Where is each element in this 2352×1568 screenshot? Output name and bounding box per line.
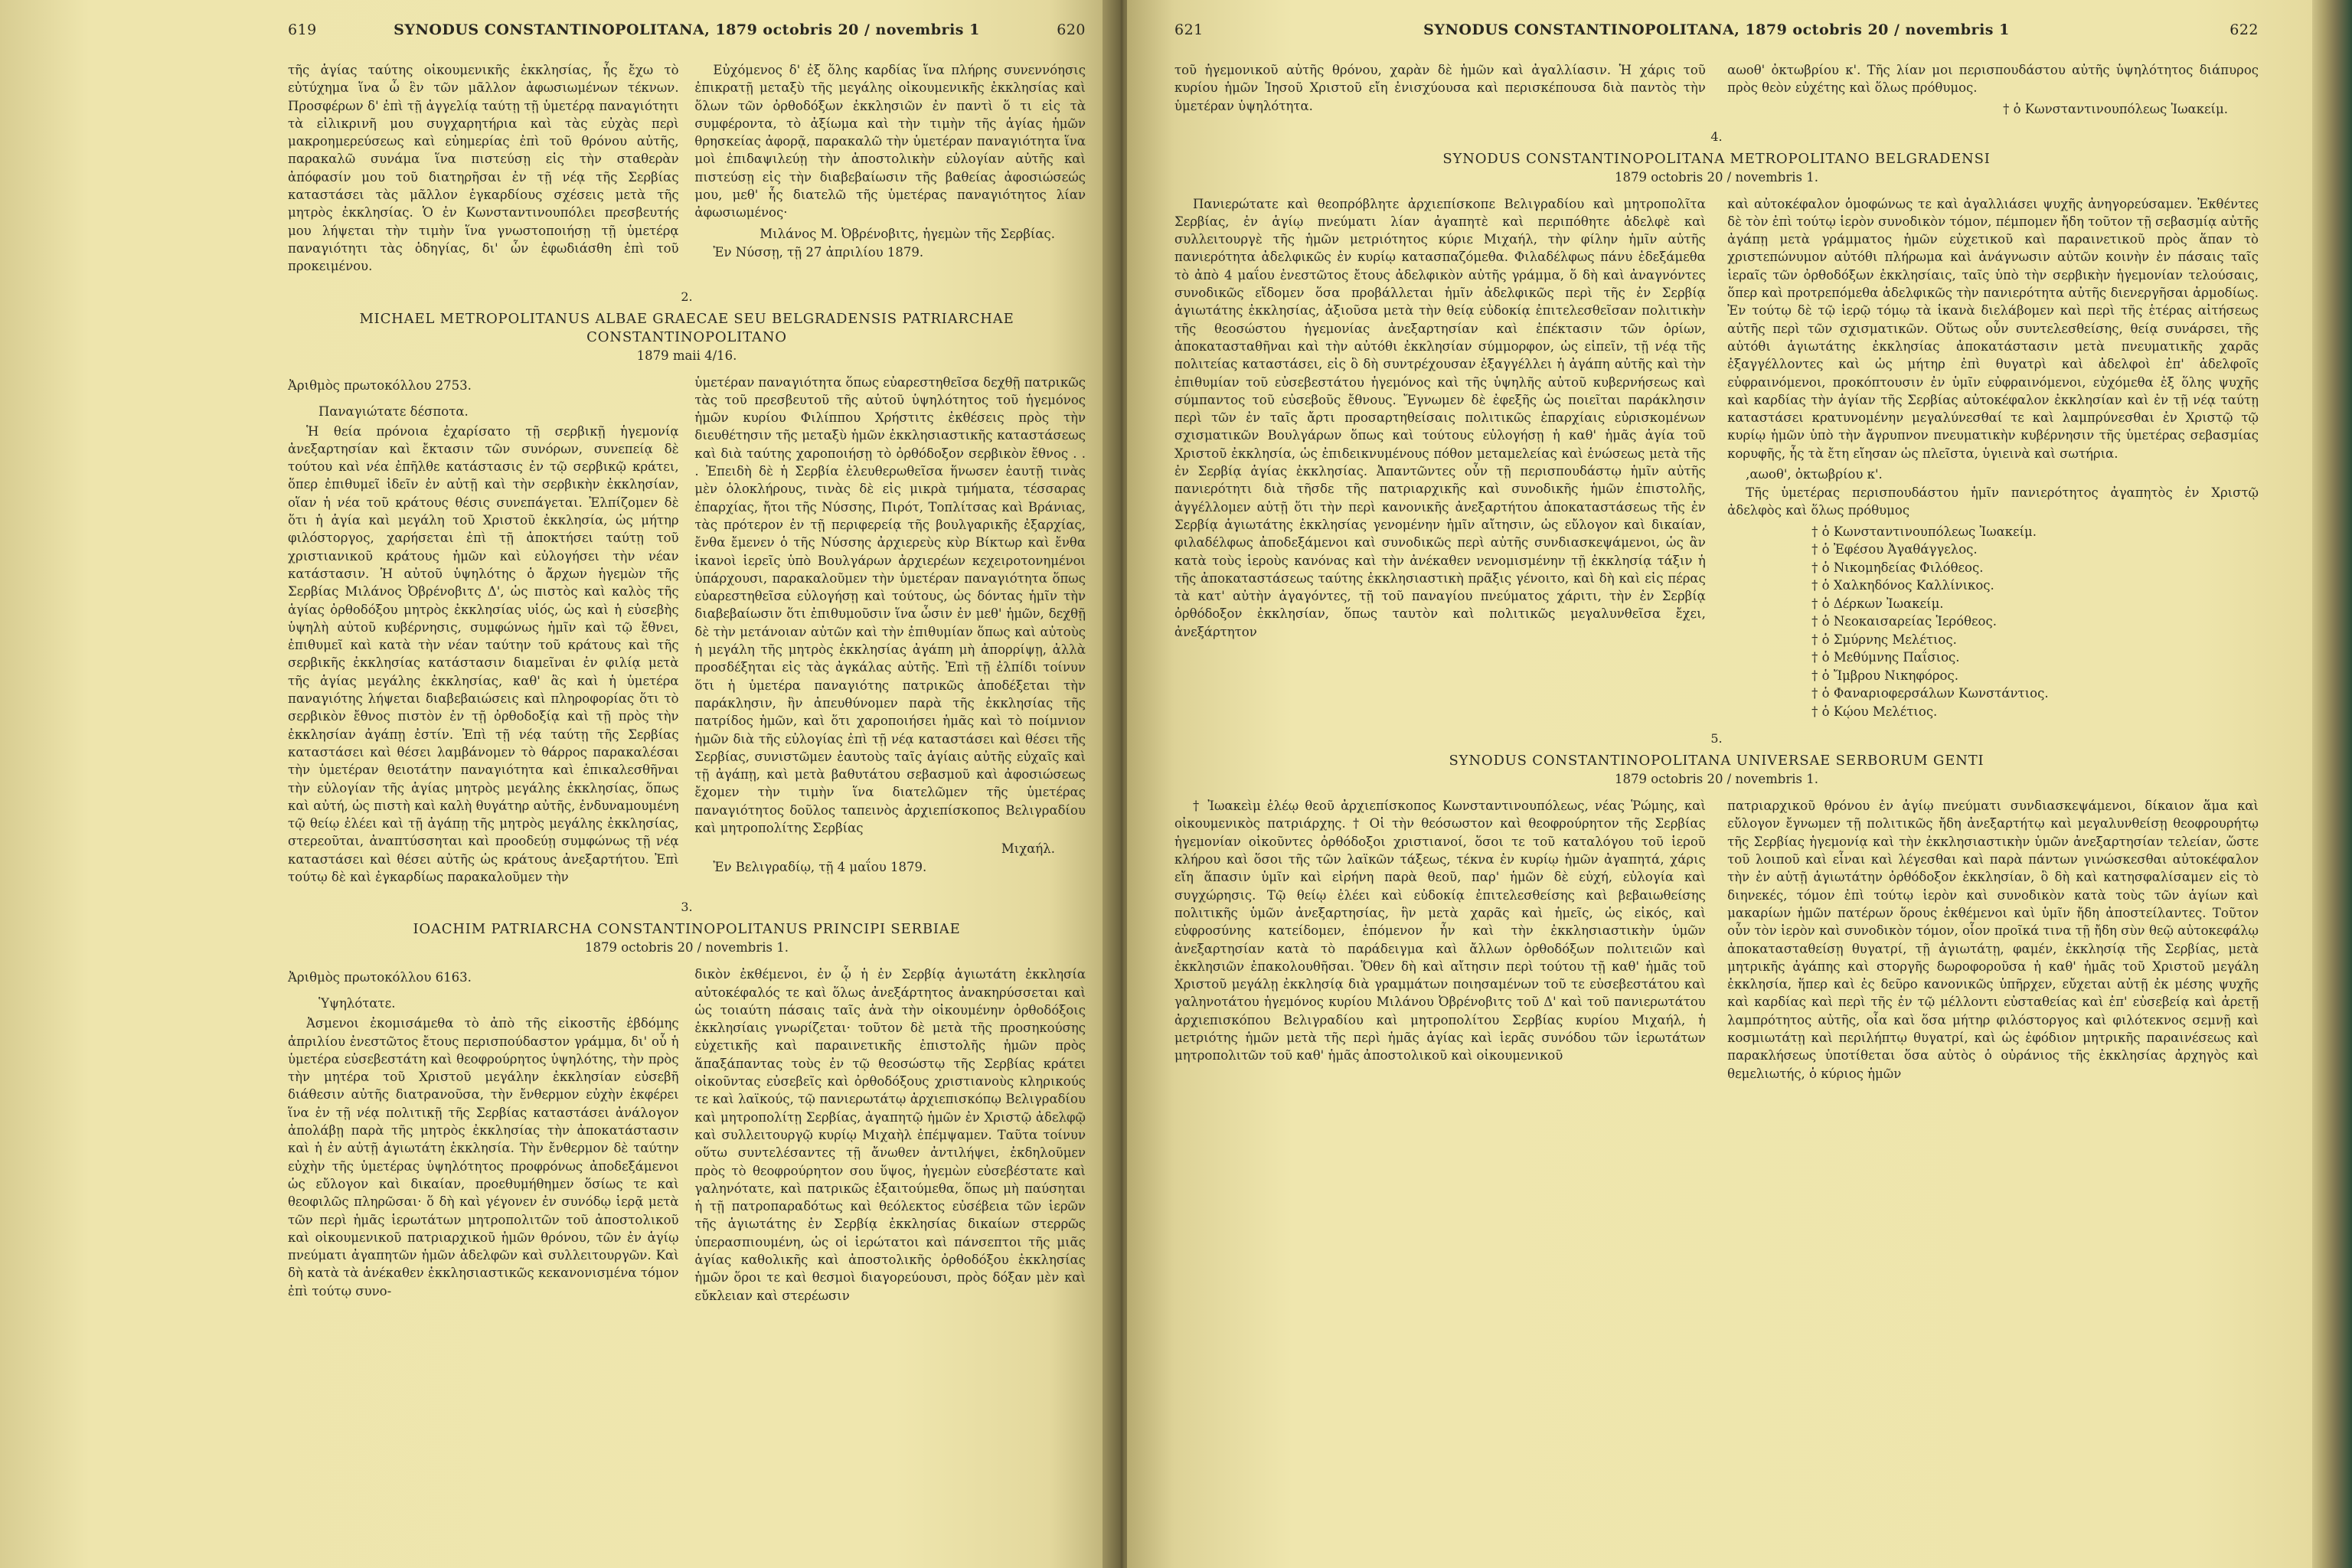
doc2-protocol: Ἀριθμὸς πρωτοκόλλου 2753. bbox=[288, 377, 472, 393]
doc3-date: 1879 octobris 20 / novembris 1. bbox=[585, 940, 789, 956]
running-head-title: SYNODUS CONSTANTINOPOLITANA, 1879 octobris 20 / novembris 1 bbox=[1423, 21, 2010, 38]
signature-line: † ὁ Κωνσταντινουπόλεως Ἰωακείμ. bbox=[1811, 524, 2037, 539]
page-number: 621 bbox=[1174, 21, 1204, 38]
left-page bbox=[0, 0, 1116, 1568]
doc4-date-line: ,αωοθ', ὀκτωβρίου κ'. bbox=[1746, 467, 1883, 482]
doc3-columns bbox=[288, 965, 1086, 1308]
doc3-end-text-col-a: τοῦ ἡγεμονικοῦ αὐτῆς θρόνου, χαρὰν δὲ ἡμῶν καὶ ἀγαλλίασιν. Ἡ χάρις τοῦ κυρίου ἡμῶν Ἰησοῦ Χριστοῦ εἴη ἐνισχύουσα καὶ περισκέπουσα διὰ παντὸς τὴν ὑμετέραν ὑψηλότητα. bbox=[1174, 63, 1706, 113]
doc1-date: Ἐν Νύσσῃ, τῇ 27 ἀπριλίου 1879. bbox=[713, 244, 924, 260]
doc3-salutation: Ὑψηλότατε. bbox=[318, 996, 396, 1011]
signature-line: † ὁ Ἴμβρου Νικηφόρος. bbox=[1811, 668, 1958, 683]
signature-line: † ὁ Χαλκηδόνος Καλλίνικος. bbox=[1811, 578, 1994, 593]
doc1-text-col-a: τῆς ἁγίας ταύτης οἰκουμενικῆς ἐκκλησίας, ἧς ἔχω τὸ εὐτύχημα ἵνα ὦ ἓν τῶν μᾶλλον ἀφωσιωμένων τέκνων. Προσφέρων δ' ἐπὶ τῇ ἀγγελίᾳ ταύτῃ τῇ ὑμετέρᾳ παναγιότητι τὰ εἰλικρινῆ μου συγχαρητήρια καὶ τὰς εὐχὰς περὶ μακροημερεύσεως καὶ εὐημερίας ἐπὶ τοῦ θρόνου αὐτῆς, παρακαλῶ συνάμα ἵνα πιστεύσῃ εἰς τὴν σταθερὰν ἀπόφασίν μου τοῦ διατηρῆσαι ἐν τῇ νέᾳ τῆς Σερβίας καταστάσει τὰς μᾶλλον ἐγκαρδίους σχέσεις μετὰ τῆς μητρὸς ἐκκλησίας. Ὁ ἐν Κωνσταντινουπόλει πρεσβευτής μου λήψεται τὴν τιμὴν ἵνα γνωστοποιήσῃ τῇ ὑμετέρᾳ παναγιότητι τὰς ὁδηγίας, δι' ὧν ἐφωδιάσθη ἐπὶ τοῦ προκειμένου. bbox=[288, 63, 679, 274]
doc4-number: 4. bbox=[1710, 129, 1723, 144]
right-page bbox=[1127, 0, 2312, 1568]
doc2-date: 1879 maii 4/16. bbox=[636, 348, 737, 363]
doc4-title: SYNODUS CONSTANTINOPOLITANA METROPOLITANO BELGRADENSI bbox=[1442, 150, 1991, 167]
signature-line: † ὁ Σμύρνης Μελέτιος. bbox=[1811, 632, 1957, 647]
page-number: 620 bbox=[1057, 21, 1086, 38]
page-number: 622 bbox=[2230, 21, 2259, 38]
signature-line: † ὁ Κῴου Μελέτιος. bbox=[1811, 704, 1938, 719]
doc5-number: 5. bbox=[1710, 731, 1723, 746]
doc2-number: 2. bbox=[681, 289, 693, 304]
doc2-columns bbox=[288, 374, 1086, 890]
doc4-text-col-b: καὶ αὐτοκέφαλον ὁμοφώνως τε καὶ ἀγαλλιάσει ψυχῆς ἀνηγορεύσαμεν. Ἐκθέντες δὲ τὸν ἐπὶ τούτῳ ἱερὸν συνοδικὸν τόμον, πέμπομεν ἤδη τοῦτον τῇ σεβασμίᾳ αὐτῆς ἀγάπῃ μετὰ γράμματος ἡμῶν εὐχετικοῦ καὶ παραινετικοῦ πρὸς ἅπαν τὸ χριστεπώνυμον αὐτόθι πλήρωμα καὶ ἀνάγνωσιν αὐτῶν κοινὴν ἐν πάσαις ταῖς ἱεραῖς τῶν ὀρθοδόξων ἐκκλησίαις, ταῖς ὑπὸ τὴν σερβικὴν ἡγεμονίαν τελούσαις, ὅπερ καὶ προτρεπόμεθα ἀδελφικῶς τὴν πανιερότητα αὐτῆς διενεργῆσαι ἀρμοδίως. Ἐν τούτῳ δὲ τῷ ἱερῷ τόμῳ τὰ ἱκανὰ διελάβομεν καὶ περὶ τῆς ἑτέρας αἰτήσεως αὐτῆς περὶ τῶν σχισματικῶν. Οὕτως οὖν συντελεσθείσης, θείᾳ συνάρσει, τῆς αὐτόθι ἁγιωτάτης ἐκκλησίας ἀποκατάστασιν μετὰ πνευματικῆς χαρᾶς ἐξαγγέλλοντες καὶ ὡς μήτηρ ἐπὶ θυγατρὶ καὶ ἀδελφοὶ ἐπ' ἀδελφοῖς εὐφραινόμενοι, προκόπτουσιν ἐν ὑμῖν εὐφραινόμενοι, εὐχόμεθα ἐξ ὅλης ψυχῆς καὶ καρδίας τὴν ἁγίαν τῆς Σερβίας αὐτοκέφαλον ἐκκλησίαν καὶ ἐν τῇ νέᾳ ταύτῃ καταστάσει κρατυνομένην μεγαλύνεσθαί τε καὶ λαμπρύνεσθαι ἐν Χριστῷ τῷ κυρίῳ ἡμῶν ὑπὸ τὴν ἄγρυπνον πνευματικὴν κυβέρνησιν τῆς ὑμετέρας σεβασμίας κορυφῆς, ἧς τὰ ἔτη εἴησαν ὡς πλεῖστα, ὑγιεινὰ καὶ σωτήρια. bbox=[1727, 196, 2259, 461]
book-edge bbox=[2312, 0, 2352, 1568]
signature-line: † ὁ Νεοκαισαρείας Ἱερόθεος. bbox=[1811, 614, 1997, 629]
signature-line: † ὁ Μεθύμνης Παΐσιος. bbox=[1811, 650, 1960, 665]
running-head bbox=[1174, 21, 2259, 44]
doc5-title: SYNODUS CONSTANTINOPOLITANA UNIVERSAE SERBORUM GENTI bbox=[1449, 753, 1984, 769]
doc2-text-col-b: ὑμετέραν παναγιότητα ὅπως εὐαρεστηθεῖσα δεχθῇ πατρικῶς τὰς τοῦ πρεσβευτοῦ τῆς αὐτοῦ ὑψηλότητος τοῦ ἡγεμόνος ἡμῶν κυρίου Φιλίππου Χρήστιτς ἐκθέσεις πρὸς τὴν διευθέτησιν τῆς μεταξὺ ἡμῶν ἐκκλησιαστικῆς καταστάσεως καὶ διὰ ταύτης χαροποιήσῃ τὸ ὀρθόδοξον σερβικὸν ἔθνος . . . Ἐπειδὴ δὲ ἡ Σερβία ἐλευθερωθεῖσα ἥνωσεν ἑαυτῇ τινὰς μὲν ὁλοκλήρους, τινὰς δὲ εἰς μικρὰ τμήματα, τέσσαρας ἐπαρχίας, ἤτοι τῆς Νύσσης, Πιρότ, Τοπλίτσας καὶ Βράνιας, τὰς πρότερον ἐν τῇ περιφερείᾳ τῆς βουλγαρικῆς ἐξαρχίας, ἔνθα ἔμενεν ὁ τῆς Νύσσης ἀρχιερεὺς κὺρ Βίκτωρ καὶ ἔνθα ἱκανοὶ ἱερεῖς ὑπὸ Βουλγάρων ἀρχιερέων κεχειροτονημένοι ὑπάρχουσι, παρακαλοῦμεν τὴν ὑμετέραν παναγιότητα ὅπως εὐαρεστηθεῖσα εὐλογήσῃ καὶ τούτους, ὡς δόντας ἡμῖν τὴν διαβεβαίωσιν ὅτι ἐπιθυμοῦσιν ἵνα ὦσιν ἐν μεθ' ἡμῶν, δεχθῇ δὲ τὴν μετάνοιαν αὐτῶν καὶ τὴν ἐπιθυμίαν ὅπως καὶ αὐτοὺς ἡ μεγάλη τῆς μητρὸς ἐκκλησίας ἀγάπη μὴ ἀπορρίψῃ, ἀλλὰ προσδέξηται εἰς τὰς ἀγκάλας αὐτῆς. Ἐπὶ τῇ ἐλπίδι τοίνυν ὅτι ἡ ὑμετέρα παναγιότης πατρικῶς ἀποδέξεται τὴν παράκλησιν, ἣν ἀπευθύνομεν παρὰ τῆς ἐκκλησίας τῆς πατρίδος ἡμῶν, καὶ ὅτι χαροποιήσει ἡμᾶς καὶ τὸ ποίμνιον ἡμῶν διὰ τῆς εὐλογίας ἐπὶ τῇ νέᾳ καταστάσει καὶ θέσει τῆς Σερβίας, συνιστῶμεν ἑαυτοὺς ταῖς ἁγίαις αὐτῆς εὐχαῖς καὶ τῇ ἀγάπῃ, καὶ μετὰ βαθυτάτου σεβασμοῦ καὶ ἀφοσιώσεως ἔχομεν τὴν τιμὴν ἵνα διατελῶμεν τῆς ὑμετέρας παναγιότητος δοῦλος ταπεινὸς ἀρχιεπίσκοπος Βελιγραδίου καὶ μητροπολίτης Σερβίας bbox=[694, 374, 1086, 835]
signature-line: † ὁ Νικομηδείας Φιλόθεος. bbox=[1811, 560, 1984, 575]
doc1-text-col-b: Εὐχόμενος δ' ἐξ ὅλης καρδίας ἵνα πλήρης συνεννόησις ἐπικρατῇ μεταξὺ τῆς μεγάλης οἰκουμενικῆς ἐκκλησίας καὶ ὅλων τῶν ὀρθοδόξων ἐκκλησιῶν ἐν παντὶ ὅ τι εἰς τὰ συμφέροντα, τὸ ἀξίωμα καὶ τὴν τιμὴν τῆς ἁγίας ἡμῶν θρησκείας ἀφορᾷ, παρακαλῶ τὴν ὑμετέραν παναγιότητα ἵνα μοὶ ἐπιδαψιλεύῃ τὴν ἀποστολικὴν εὐλογίαν αὐτῆς καὶ πιστεύσῃ εἰς τὴν διαβεβαίωσιν τῆς βαθείας ἀφοσιώσεώς μου, μεθ' ἧς διατελῶ τῆς ὑμετέρας παναγιότητος λίαν ἀφωσιωμένος· bbox=[694, 63, 1086, 220]
doc4-text-col-a: Πανιερώτατε καὶ θεοπρόβλητε ἀρχιεπίσκοπε Βελιγραδίου καὶ μητροπολῖτα Σερβίας, ἐν ἁγίῳ πνεύματι λίαν ἀγαπητὲ καὶ περιπόθητε ἀδελφὲ καὶ συλλειτουργὲ τῆς ἡμῶν μετριότητος κύριε Μιχαήλ, τὴν φίλην ἡμῖν αὐτῆς πανιερότητα ἀδελφικῶς ἐν κυρίῳ κατασπαζόμεθα. Φιλαδέλφως πάνυ ἐδεξάμεθα τὸ ἀπὸ 4 μαΐου ἐνεστῶτος ἔτους ἀδελφικὸν αὐτῆς γράμμα, ὅ δὴ καὶ ἀναγνόντες συνοδικῶς εἴδομεν ὅσα προβάλλεται ἡμῖν ἀδελφικῶς περὶ τῆς ἐν Σερβίᾳ ἁγιωτάτης ἐκκλησίας, ἀξιοῦσα μετὰ τὴν θείᾳ εὐδοκίᾳ ἐπιτελεσθεῖσαν πολιτικὴν τῆς θεοσώστου ἡγεμονίας ἀνεξαρτησίαν καὶ ἐπέκτασιν τῶν ὁρίων, ἀποκατασταθῆναι καὶ τὴν αὐτόθι ἐκκλησίαν σύμμορφον, ὡς εἰπεῖν, τῇ νέᾳ τῆς πολιτείας καταστάσει, εἰς ὃ δὴ συντρέχουσαν ἐξαγγέλλει ἡ ἀγάπη αὐτῆς καὶ τὴν ἐπιθυμίαν τοῦ εὐσεβεστάτου ἡγεμόνος καὶ τῆς ὑψηλῆς αὐτοῦ κυβερνήσεως καὶ σύμπαντος τοῦ εὐσεβοῦς ἔθνους. Ἔγνωμεν δὲ ἐφεξῆς ὡς ποιεῖται παράκλησιν περὶ τῶν ἐν ταῖς ἄρτι προσαρτηθείσαις πολιτικῶς ἐπαρχίαις εὑρισκομένων σχισματικῶν Βουλγάρων ὅπως καὶ τούτους εὐλογήσῃ ἡ καθ' ἡμᾶς ἁγία τοῦ Χριστοῦ ἐκκλησία, ὡς ἐπιδεικνυμένους πόθον μεταμελείας καὶ ἑνώσεως μετὰ τῆς ἐν Σερβίᾳ ἁγίας ἐκκλησίας. Ἀπαντῶντες οὖν τῇ περισπουδάστῳ ἡμῖν αὐτῆς πανιερότητι διὰ τῆσδε τῆς πατριαρχικῆς καὶ συνοδικῆς ἡμῶν ἐπιστολῆς, ἀγγέλλομεν αὐτῇ ὅτι τὴν περὶ κανονικῆς ἀνεξαρτήτου ἀποκαταστάσεως τῆς ἐν Σερβίᾳ ἁγιωτάτης ἐκκλησίας γενομένην ἡμῖν αἴτησιν, ὡς εὔλογον καὶ δικαίαν, φιλαδέλφως ἀποδεξάμενοι καὶ συνοδικῶς περὶ αὐτῆς συνδιασκεψάμενοι, ὡς ἂν κατὰ τοὺς ἱεροὺς κανόνας καὶ τὴν ἀνέκαθεν νενομισμένην τῇ ἐκκλησίᾳ τάξιν ἡ τῆς ἀποκαταστάσεως ταύτης ἐκκλησιαστικὴ πρᾶξις γένοιτο, καὶ δὴ καὶ εἰς πέρας τὰ κατ' αὐτὴν ἀγαγόντες, τῇ τοῦ παναγίου πνεύματος χάριτι, τὴν ἐν Σερβίᾳ ὀρθόδοξον ἐκκλησίαν, ὅπως ταυτὸν καὶ πολιτικῶς μεγαλυνθεῖσα ἔχει, ἀνεξάρτητον bbox=[1174, 196, 1706, 639]
doc2-signer: Μιχαήλ. bbox=[1001, 841, 1055, 857]
doc4-columns bbox=[1174, 195, 2259, 721]
doc3-title: IOACHIM PATRIARCHA CONSTANTINOPOLITANUS PRINCIPI SERBIAE bbox=[413, 921, 961, 938]
signature-line: † ὁ Δέρκων Ἰωακείμ. bbox=[1811, 596, 1944, 611]
doc3-end-columns bbox=[1174, 61, 2259, 119]
doc4-signature-list bbox=[1727, 523, 2259, 721]
doc2-title: MICHAEL METROPOLITANUS ALBAE GRAECAE SEU BELGRADENSIS PATRIARCHAE CONSTANTINOPOLITANO bbox=[359, 310, 1014, 345]
doc5-text-col-b: πατριαρχικοῦ θρόνου ἐν ἁγίῳ πνεύματι συνδιασκεψάμενοι, δίκαιον ἅμα καὶ εὔλογον ἔγνωμεν τῇ πολιτικῶς ἤδη ἀνεξαρτήτῳ καὶ μεγαλυνθείσῃ θεοφρουρήτῳ τῆς Σερβίας ἡγεμονίᾳ καὶ τὴν ἐκκλησιαστικὴν ὑμῶν ἀνεξαρτησίαν τελείαν, ὥστε τοῦ λοιποῦ καὶ εἶναι καὶ λέγεσθαι καὶ παρὰ πάντων γινώσκεσθαι αὐτοκέφαλον τὴν ἐν αὐτῇ ἁγιωτάτην ὀρθόδοξον ἐκκλησίαν, ὃ δὴ καὶ κατησφαλίσαμεν εἰς τὸ διηνεκές, τόμον ἐπὶ τούτῳ ἱερὸν καὶ συνοδικὸν κατὰ τοὺς τῶν ἁγίων καὶ μακαρίων ἡμῶν πατέρων ὅρους ἐκθέμενοι καὶ ὑμῖν ἤδη ἀποστείλαντες. Τοῦτον οὖν τὸν ἱερὸν καὶ συνοδικὸν τόμον, οἷον προῖκά τινα τῇ ἤδη σὺν θεῷ αὐτοκεφάλῳ ἀποκατασταθείσῃ θυγατρί, τῇ ἁγιωτάτῃ, φαμέν, ἐκκλησίᾳ τῆς Σερβίας, μετὰ μητρικῆς ἀγάπης καὶ στοργῆς δωροφοροῦσα ἡ καθ' ἡμᾶς τοῦ Χριστοῦ μεγάλη ἐκκλησία, ἥπερ καὶ ἐς δεῦρο κανονικῶς ὑπῆρχεν, εὔχεται αὐτῇ ἐκ μέσης ψυχῆς καὶ καρδίας καὶ περὶ τῆς ἐν τῷ μέλλοντι εὐσταθείας καὶ ἐπ' εὐσεβείᾳ καὶ ἀρετῇ λαμπρότητος αὐτῆς, οἷα καὶ ὅσα μήτηρ φιλόστοργος καὶ φιλότεκνος σεμνῇ καὶ κοσμιωτάτῃ καὶ περιλήπτῳ θυγατρί, καὶ ὡς ἐφόδιον μητρικῆς παραινέσεως καὶ παρακλήσεως ὑποτίθεται ὅσα αὐτὸς ὁ οὐράνιος τῆς ἐκκλησίας ἀρχηγὸς καὶ θεμελιωτής, ὁ κύριος ἡμῶν bbox=[1727, 799, 2259, 1081]
doc3-text-col-b: δικὸν ἐκθέμενοι, ἐν ᾧ ἡ ἐν Σερβίᾳ ἁγιωτάτη ἐκκλησία αὐτοκέφαλός τε καὶ ὅλως ἀνεξάρτητος ἀνακηρύσσεται καὶ ὡς τοιαύτη πάσαις ταῖς ἀνὰ τὴν οἰκουμένην ὀρθοδόξοις ἐκκλησίαις γνωρίζεται· τοῦτον δὲ μετὰ τῆς προσηκούσης εὐχετικῆς καὶ παραινετικῆς ἐπιστολῆς ἡμῶν πρὸς ἅπαξάπαντας τοὺς ἐν τῷ θεοσώστῳ τῆς Σερβίας κράτει οἰκοῦντας εὐσεβεῖς καὶ ὀρθοδόξους χριστιανοὺς κληρικούς τε καὶ λαϊκούς, τῷ πανιερωτάτῳ ἀρχιεπισκόπῳ Βελιγραδίου καὶ μητροπολίτῃ Σερβίας, ἀγαπητῷ ἡμῶν ἐν Χριστῷ ἀδελφῷ καὶ συλλειτουργῷ κυρίῳ Μιχαὴλ ἐπέμψαμεν. Ταῦτα τοίνυν οὕτω συντελέσαντες τῇ ἄνωθεν ἀντιλήψει, ἐκδηλοῦμεν πρὸς τὸ θεοφρούρητον σου ὕψος, ἡγεμὼν εὐσεβέστατε καὶ γαληνότατε, καὶ πατρικῶς ἐξαιτούμεθα, ὅπως μὴ παύσηται ἡ τῇ πατροπαραδότως καὶ θεόλεκτος εὐσέβεια τῶν ἱερῶν τῆς ἁγιωτάτης ἐν Σερβίᾳ ἐκκλησίας δικαίων στερρῶς ὑπερασπιουμένη, ὡς οἱ ἱερώτατοι καὶ πάνσεπτοι τῆς μιᾶς ἁγίας καθολικῆς καὶ ἀποστολικῆς ὀρθοδόξου ἐκκλησίας ἡμῶν ὅροι τε καὶ θεσμοὶ διαγορεύουσι, πρὸς δόξαν μὲν καὶ εὔκλειαν καὶ στερέωσιν bbox=[694, 967, 1086, 1303]
running-head bbox=[288, 21, 1086, 44]
doc3-end-text-col-b: αωοθ' ὀκτωβρίου κ'. Τῆς λίαν μοι περισπουδάστου αὐτῆς ὑψηλότητος διάπυρος πρὸς θεὸν εὐχέτης καὶ ὅλως πρόθυμος. bbox=[1727, 63, 2259, 96]
doc3-number: 3. bbox=[681, 900, 693, 915]
doc5-date: 1879 octobris 20 / novembris 1. bbox=[1615, 772, 1818, 787]
doc4-closing: Τῆς ὑμετέρας περισπουδάστου ἡμῖν πανιερότητος ἀγαπητὸς ἐν Χριστῷ ἀδελφὸς καὶ ὅλως πρόθυμος bbox=[1727, 485, 2259, 518]
signature-line: † ὁ Φαναριοφερσάλων Κωνστάντιος. bbox=[1811, 686, 2049, 701]
doc3-text-col-a: Ἀσμενοι ἐκομισάμεθα τὸ ἀπὸ τῆς εἰκοστῆς ἑβδόμης ἀπριλίου ἐνεστῶτος ἔτους περισπούδαστον γράμμα, δι' οὗ ἡ ὑμετέρα εὐσεβεστάτη καὶ θεοφρούρητος ὑψηλότης, τὴν πρὸς τὴν μητέρα τοῦ Χριστοῦ μεγάλην ἐκκλησίαν εὐσεβῆ διάθεσιν αὐτῆς διατρανοῦσα, τὴν ἔνθερμον εὐχὴν ἐκφέρει ἵνα ἐν τῇ νέᾳ πολιτικῇ τῆς Σερβίας καταστάσει ἀνάλογον ἀπολάβῃ παρὰ τῆς μητρὸς ἐκκλησίας τὴν ἀποκατάστασιν καὶ ἡ ἐν αὐτῇ ἁγιωτάτη ἐκκλησία. Τὴν ἔνθερμον δὲ ταύτην εὐχὴν τῆς ὑμετέρας ὑψηλότητος προφρόνως ἀποδεξάμενοι ὡς εὔλογον καὶ δικαίαν, προεθυμήθημεν ὅσίως τε καὶ θεοφιλῶς πληρῶσαι· ὅ δὴ καὶ γέγονεν ἐν συνόδῳ ἱερᾷ μετὰ τῶν περὶ ἡμᾶς ἱερωτάτων μητροπολιτῶν τοῦ ἀποστολικοῦ καὶ οἰκουμενικοῦ πατριαρχικοῦ ἡμῶν θρόνου, τῶν ἐν ἁγίῳ πνεύματι ἀγαπητῶν ἡμῶν ἀδελφῶν καὶ συλλειτουργῶν. Καὶ δὴ κατὰ τὰ ἀνέκαθεν ἐκκλησιαστικῶς κεκανονισμένα τόμον ἐπὶ τούτῳ συνο- bbox=[288, 1016, 679, 1298]
doc1-columns bbox=[288, 61, 1086, 279]
doc5-text-col-a: † Ἰωακεὶμ ἐλέῳ θεοῦ ἀρχιεπίσκοπος Κωνσταντινουπόλεως, νέας Ῥώμης, καὶ οἰκουμενικὸς πατριάρχης. † Οἱ τὴν θεόσωστον καὶ θεοφρούρητον τῆς Σερβίας ἡγεμονίαν οἰκοῦντες ὀρθόδοξοι χριστιανοί, ὅσοι τε τοῦ καταλόγου τοῦ ἱεροῦ κλήρου καὶ ὅσοι τῆς τῶν λαϊκῶν τάξεως, τέκνα ἐν κυρίῳ ἡμῶν ἀγαπητά, χάρις εἴη ἅπασιν ὑμῖν καὶ εἰρήνη παρὰ θεοῦ, παρ' ἡμῶν δὲ εὐχή, εὐλογία καὶ συγχώρησις. Τῷ θείῳ ἐλέει καὶ εὐδοκίᾳ ἐπιτελεσθείσης καὶ βεβαιωθείσης πολιτικῆς ὑμῶν ἀνεξαρτησίας, ἣν μετὰ χαρᾶς καὶ ἡμεῖς, ὡς εἰκός, καὶ εὐφροσύνης κατείδομεν, ἐπόμενον ἦν καὶ τὴν ἐκκλησιαστικὴν ὑμῶν ἀνεξαρτησίαν κατὰ τὸ παράδειγμα καὶ ἄλλων ὀρθοδόξων πολιτειῶν καὶ ἐκκλησιῶν ἐπακολουθῆσαι. Ὅθεν δὴ καὶ αἴτησιν περὶ τούτου τῇ καθ' ἡμᾶς τοῦ Χριστοῦ μεγάλῃ ἐκκλησίᾳ διὰ γραμμάτων ποιησαμένων τοῦ τε εὐσεβεστάτου καὶ γαληνοτάτου ἡγεμόνος κυρίου Μιλάνου Ὀβρένοβιτς τοῦ Δ' καὶ τοῦ πανιερωτάτου ἀρχιεπισκόπου Βελιγραδίου καὶ μητροπολίτου Σερβίας κυρίου Μιχαήλ, ἡ μετριότης ἡμῶν μετὰ τῆς περὶ ἡμᾶς ἁγίας καὶ ἱερᾶς συνόδου τῶν ἱερωτάτων μητροπολιτῶν τοῦ καθ' ἡμᾶς ἀποστολικοῦ καὶ οἰκουμενικοῦ bbox=[1174, 799, 1706, 1063]
signature-line: † ὁ Ἐφέσου Ἀγαθάγγελος. bbox=[1811, 542, 1978, 557]
doc3-protocol: Ἀριθμὸς πρωτοκόλλου 6163. bbox=[288, 970, 472, 985]
doc5-columns bbox=[1174, 797, 2259, 1086]
page-number: 619 bbox=[288, 21, 317, 38]
doc2-place-date: Ἐν Βελιγραδίῳ, τῇ 4 μαΐου 1879. bbox=[713, 860, 927, 875]
doc3-signer: † ὁ Κωνσταντινουπόλεως Ἰωακείμ. bbox=[2003, 101, 2228, 116]
doc1-signer: Μιλάνος Μ. Ὀβρένοβιτς, ἡγεμὼν τῆς Σερβίας. bbox=[760, 226, 1055, 241]
doc2-salutation: Παναγιώτατε δέσποτα. bbox=[318, 403, 469, 419]
doc4-date: 1879 octobris 20 / novembris 1. bbox=[1615, 169, 1818, 185]
running-head-title: SYNODUS CONSTANTINOPOLITANA, 1879 octobris 20 / novembris 1 bbox=[394, 21, 980, 38]
doc2-text-col-a: Ἡ θεία πρόνοια ἐχαρίσατο τῇ σερβικῇ ἡγεμονίᾳ ἀνεξαρτησίαν καὶ ἔκτασιν τῶν συνόρων, συνεπείᾳ δὲ τούτου καὶ νέα ἐπῆλθε κατάστασις ἐν τῷ σερβικῷ κράτει, ὅπερ ἐπιθυμεῖ ἰδεῖν ἐν αὐτῇ καὶ τὴν σερβικὴν ἐκκλησίαν, οἵαν ἡ νέα τοῦ κράτους θέσις συνεπάγεται. Ἐλπίζομεν δὲ ὅτι ἡ ἁγία καὶ μεγάλη τοῦ Χριστοῦ ἐκκλησία, ὡς μήτηρ φιλόστοργος, χαρήσεται ἐπὶ τῇ ἀποκτήσει ταύτῃ τοῦ χριστιανικοῦ κράτους ἡμῶν καὶ εὐλογήσει τὴν νέαν κατάστασιν. Ἡ αὐτοῦ ὑψηλότης ὁ ἄρχων ἡγεμὼν τῆς Σερβίας Μιλάνος Ὀβρένοβιτς Δ', ὡς πιστὸς καὶ καλὸς τῆς ἁγίας ὀρθοδόξου μητρὸς ἐκκλησίας υἱός, ὡς καὶ ἡ εὐσεβὴς ὑψηλὴ αὐτοῦ κυβέρνησις, συμφώνως ἡμῖν καὶ τῷ ἔθνει, ἐπιθυμεῖ καὶ κατὰ τὴν νέαν ταύτην τοῦ κράτους καὶ τῆς σερβικῆς ἐκκλησίας κατάστασιν διαμεῖναι ἐν φιλίᾳ μετὰ τῆς ἁγίας μεγάλης ἐκκλησίας, καθ' ἃς καὶ ἡ ὑμετέρα παναγιότης λήψεται διαβεβαιώσεις καὶ πληροφορίας ὅτι τὸ σερβικὸν ἔθνος πιστὸν ἐν τῇ ὀρθοδοξίᾳ καὶ τῇ πρὸς τὴν ἐκκλησίαν ἀγάπῃ ἐστίν. Ἐπὶ τῇ νέᾳ ταύτῃ τῆς Σερβίας καταστάσει καὶ θέσει λαμβάνομεν τὸ θάρρος παρακαλέσαι τὴν ὑμετέραν θειοτάτην παναγιότητα καὶ ἐπικαλεσθῆναι τὴν εὐλογίαν τῆς ἁγίας μητρὸς μεγάλης ἐκκλησίας, ὅπως καὶ αὐτή, ὡς πιστὴ καὶ καλὴ θυγάτηρ αὐτῆς, ἐνδυναμουμένη τῷ θείῳ ἐλέει καὶ τῇ ἀγάπῃ τῆς μητρὸς μεγάλης ἐκκλησίας, στερεοῦται, ἀναπτύσσηται καὶ προοδεύῃ συμφώνως τῇ νέᾳ καταστάσει καὶ θέσει αὐτῆς ὡς κράτους ἀνεξαρτήτου. Ἐπὶ τούτῳ δὲ καὶ ἐγκαρδίως παρακαλοῦμεν τὴν bbox=[288, 423, 679, 884]
